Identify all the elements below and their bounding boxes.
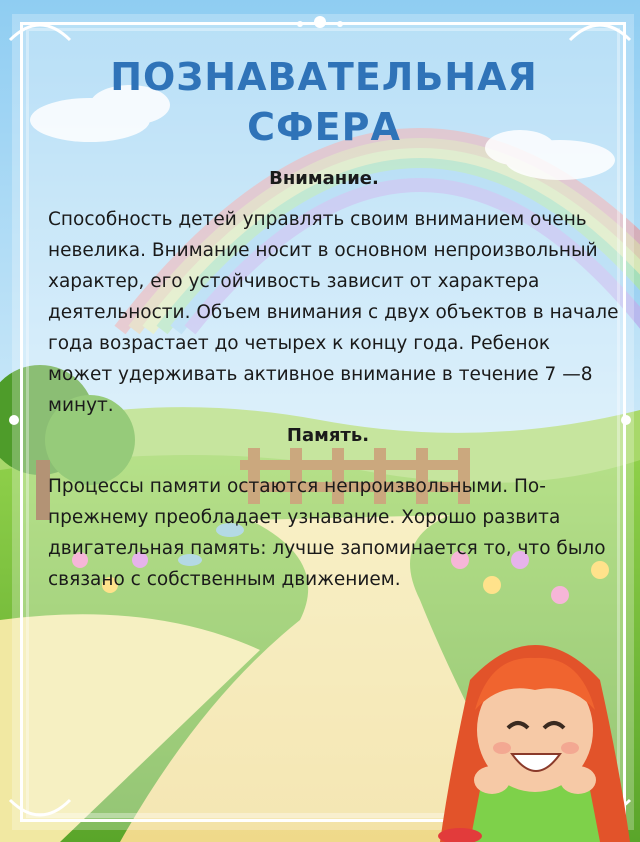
section-heading-memory: Память. [286, 425, 370, 446]
title-line-1: ПОЗНАВАТЕЛЬНАЯ [110, 55, 538, 99]
section-heading-attention: Внимание. [269, 168, 379, 189]
page-title [48, 52, 600, 152]
girl-illustration [430, 620, 640, 842]
content [48, 52, 622, 595]
section-text-memory: Процессы памяти остаются непроизвольными. По-прежнему преобладает узнавание. Хорошо развита двигательная память: лучше запоминается то, что было связано с собственным движением. [48, 476, 606, 590]
title-line-2: СФЕРА [247, 105, 401, 149]
section-text-attention: Способность детей управлять своим вниманием очень невелика. Внимание носит в основном непроизвольный характер, его устойчивость зависит от характера деятельности. Объем внимания с двух объектов в начале года возрастает до четырех к концу года. Ребенок может удерживать активное внимание в течение 7 —8 минут. [48, 209, 619, 416]
